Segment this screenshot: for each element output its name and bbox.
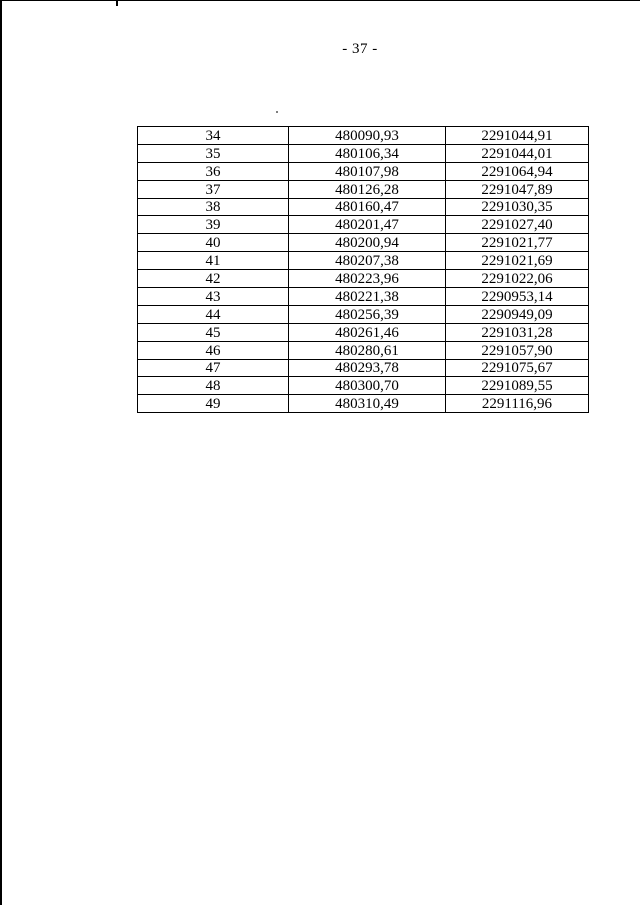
x-coordinate-cell: 480310,49: [289, 395, 446, 413]
point-number-cell: 46: [138, 341, 289, 359]
point-number-cell: 45: [138, 323, 289, 341]
coordinates-table: [137, 126, 589, 413]
point-number-cell: 40: [138, 234, 289, 252]
y-coordinate-cell: 2291057,90: [446, 341, 589, 359]
table-row: [138, 341, 589, 359]
y-coordinate-cell: 2291116,96: [446, 395, 589, 413]
scan-speck: [276, 111, 278, 113]
x-coordinate-cell: 480201,47: [289, 216, 446, 234]
table-row: [138, 216, 589, 234]
point-number-cell: 38: [138, 198, 289, 216]
scan-edge-left: [0, 0, 2, 905]
x-coordinate-cell: 480160,47: [289, 198, 446, 216]
table-row: [138, 198, 589, 216]
y-coordinate-cell: 2291047,89: [446, 180, 589, 198]
x-coordinate-cell: 480280,61: [289, 341, 446, 359]
coordinates-table-body: [138, 127, 589, 413]
x-coordinate-cell: 480221,38: [289, 288, 446, 306]
x-coordinate-cell: 480107,98: [289, 162, 446, 180]
point-number-cell: 36: [138, 162, 289, 180]
point-number-cell: 41: [138, 252, 289, 270]
point-number-cell: 37: [138, 180, 289, 198]
table-row: [138, 359, 589, 377]
point-number-cell: 35: [138, 144, 289, 162]
scan-edge-mark: [116, 0, 118, 6]
x-coordinate-cell: 480256,39: [289, 305, 446, 323]
y-coordinate-cell: 2291089,55: [446, 377, 589, 395]
y-coordinate-cell: 2291044,91: [446, 127, 589, 145]
table-row: [138, 127, 589, 145]
y-coordinate-cell: 2291030,35: [446, 198, 589, 216]
table-row: [138, 180, 589, 198]
y-coordinate-cell: 2291022,06: [446, 270, 589, 288]
y-coordinate-cell: 2291064,94: [446, 162, 589, 180]
point-number-cell: 44: [138, 305, 289, 323]
y-coordinate-cell: 2291031,28: [446, 323, 589, 341]
y-coordinate-cell: 2291021,69: [446, 252, 589, 270]
y-coordinate-cell: 2291075,67: [446, 359, 589, 377]
table-row: [138, 162, 589, 180]
point-number-cell: 49: [138, 395, 289, 413]
table-row: [138, 395, 589, 413]
table-row: [138, 144, 589, 162]
x-coordinate-cell: 480106,34: [289, 144, 446, 162]
table-row: [138, 234, 589, 252]
table-row: [138, 377, 589, 395]
x-coordinate-cell: 480261,46: [289, 323, 446, 341]
y-coordinate-cell: 2291021,77: [446, 234, 589, 252]
table-row: [138, 323, 589, 341]
x-coordinate-cell: 480200,94: [289, 234, 446, 252]
point-number-cell: 34: [138, 127, 289, 145]
table-row: [138, 252, 589, 270]
table-row: [138, 270, 589, 288]
point-number-cell: 48: [138, 377, 289, 395]
y-coordinate-cell: 2291044,01: [446, 144, 589, 162]
x-coordinate-cell: 480090,93: [289, 127, 446, 145]
y-coordinate-cell: 2290953,14: [446, 288, 589, 306]
point-number-cell: 42: [138, 270, 289, 288]
table-row: [138, 288, 589, 306]
x-coordinate-cell: 480293,78: [289, 359, 446, 377]
y-coordinate-cell: 2291027,40: [446, 216, 589, 234]
point-number-cell: 39: [138, 216, 289, 234]
point-number-cell: 47: [138, 359, 289, 377]
x-coordinate-cell: 480300,70: [289, 377, 446, 395]
x-coordinate-cell: 480207,38: [289, 252, 446, 270]
table-row: [138, 305, 589, 323]
scan-edge-top: [0, 0, 640, 1]
x-coordinate-cell: 480126,28: [289, 180, 446, 198]
x-coordinate-cell: 480223,96: [289, 270, 446, 288]
page-number: - 37 -: [342, 41, 378, 57]
point-number-cell: 43: [138, 288, 289, 306]
y-coordinate-cell: 2290949,09: [446, 305, 589, 323]
